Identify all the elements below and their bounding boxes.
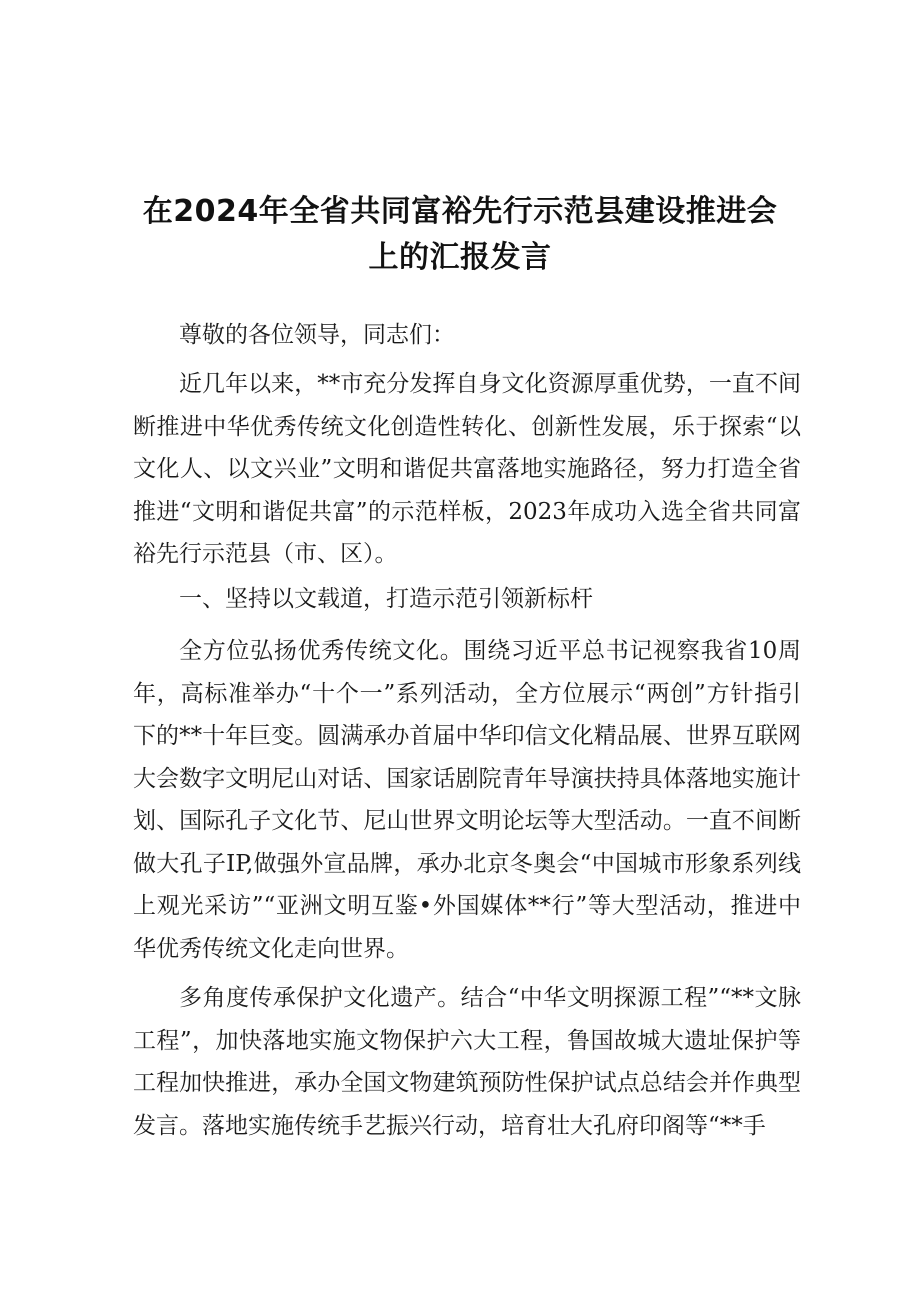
section-heading-1: 一、坚持以文载道，打造示范引领新标杆 [179,586,593,612]
document-title-line-2: 上的汇报发言 [368,240,552,275]
paragraph-culture-promotion: 全方位弘扬优秀传统文化。围绕习近平总书记视察我省10周年，高标准举办“十个一”系列活动，全方位展示“两创”方针指引下的**十年巨变。圆满承办首届中华印信文化精品展、世界互联网大会数字文明尼山对话、国家话剧院青年导演扶持具体落地实施计划、国际孔子文化节、尼山世界文明论坛等大型活动。一直不间断做大孔子IP,做强外宣品牌，承办北京冬奥会“中国城市形象系列线上观光采访”“亚洲文明互鉴•外国媒体**行”等大型活动，推进中华优秀传统文化走向世界。 [133,638,801,962]
salutation: 尊敬的各位领导，同志们： [179,322,455,348]
document-title-line-1: 在2024年全省共同富裕先行示范县建设推进会 [142,194,778,229]
paragraph-heritage-protection: 多角度传承保护文化遗产。结合“中华文明探源工程”“**文脉工程”，加快落地实施文物保护六大工程，鲁国故城大遗址保护等工程加快推进，承办全国文物建筑预防性保护试点总结会并作典型发言。落地实施传统手艺振兴行动，培育壮大孔府印阁等“**手 [133,985,801,1139]
paragraph-intro: 近几年以来，**市充分发挥自身文化资源厚重优势，一直不间断推进中华优秀传统文化创造性转化、创新性发展，乐于探索“以文化人、以文兴业”文明和谐促共富落地实施路径，努力打造全省推进“文明和谐促共富”的示范样板，2023年成功入选全省共同富裕先行示范县（市、区）。 [133,371,801,567]
